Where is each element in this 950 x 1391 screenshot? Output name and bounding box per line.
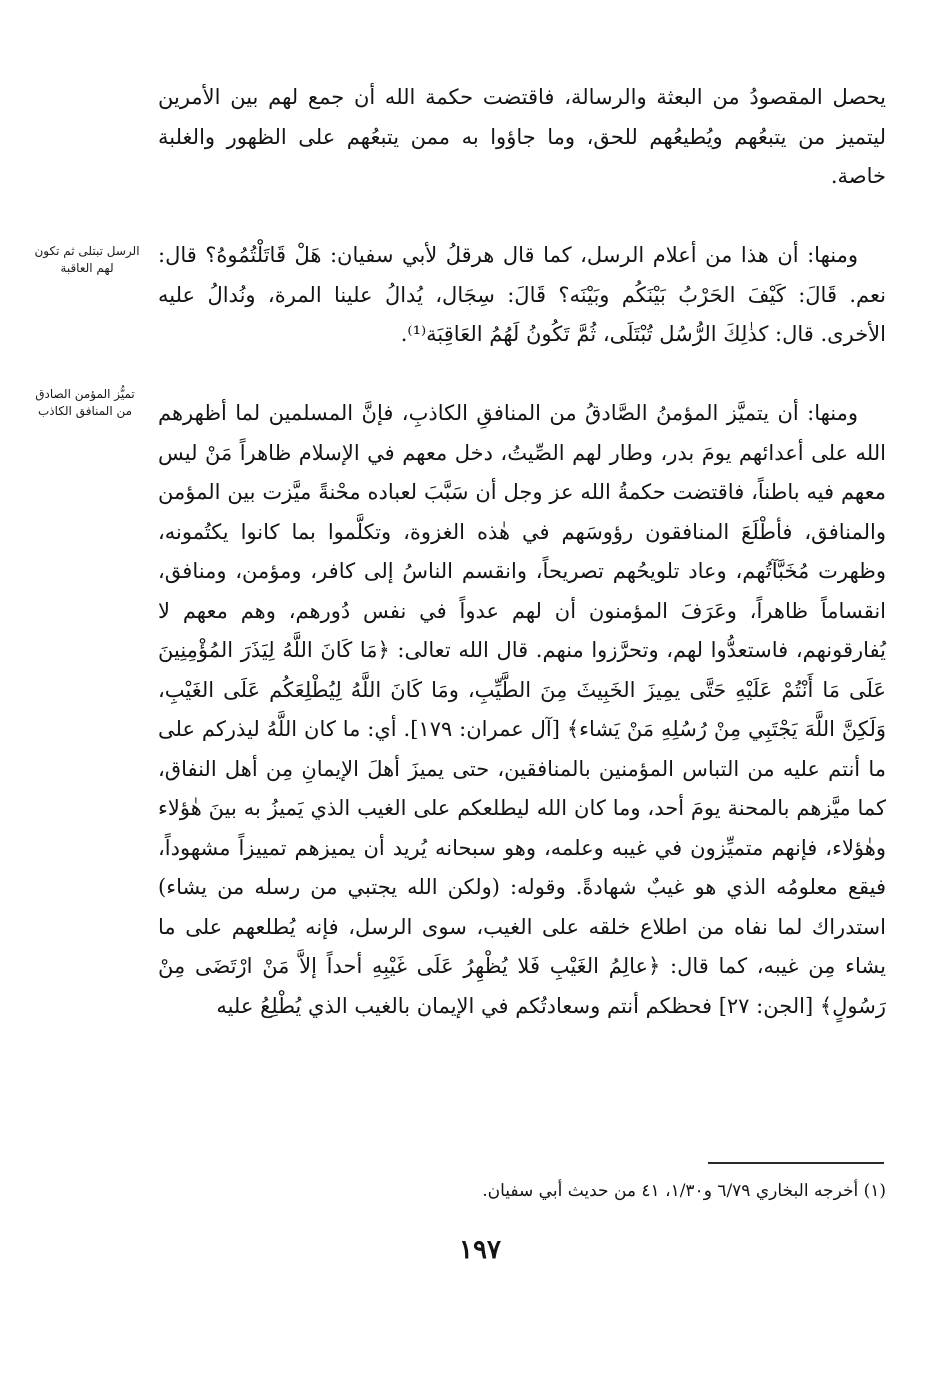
margin-note-messengers-tested: الرسل تبتلى ثم تكون لهم العاقبة	[34, 244, 140, 275]
main-text-body	[158, 78, 886, 1026]
footnote-1: (١) أخرجه البخاري ٦/٧٩ و١/٣٠، ٤١ من حديث أبي سفيان.	[482, 1181, 886, 1201]
margin-note-believer-distinguished: تميُّز المؤمن الصادق من المنافق الكاذب	[35, 387, 135, 418]
page-number: ١٩٧	[459, 1235, 501, 1265]
paragraph-1: يحصل المقصودُ من البعثة والرسالة، فاقتضت حكمة الله أن جمع لهم بين الأمرين ليتميز من يتبعُهم ويُطيعُهم للحق، وما جاؤوا به ممن يتبعُهم على الظهور والغلبة خاصة.	[158, 85, 886, 188]
paragraph-3: ومنها: أن يتميَّز المؤمنُ الصَّادقُ من المنافقِ الكاذبِ، فإنَّ المسلمين لما أظهرهم الله على أعدائهم يومَ بدر، وطار لهم الصِّيتُ، دخل معهم في الإسلام ظاهراً مَنْ ليس معهم فيه باطناً، فاقتضت حكمةُ الله عز وجل أن سَبَّبَ لعباده محْنةً ميَّزت بين المؤمن والمنافق، فأطْلَعَ المنافقون رؤوسَهم في هٰذه الغزوة، وتكلَّموا بما كانوا يكتُمونه، وظهرت مُخَبَّآتُهم، وعاد تلويحُهم تصريحاً، وانقسم الناسُ إلى كافر، ومؤمن، ومنافق، انقساماً ظاهراً، وعَرَفَ المؤمنون أن لهم عدواً في نفس دُورهم، وهم معهم لا يُفارقونهم، فاستعدُّوا لهم، وتحرَّزوا منهم. قال الله تعالى: ﴿مَا كَانَ اللَّهُ لِيَذَرَ المُؤْمِنِينَ عَلَى مَا أَنْتُمْ عَلَيْهِ حَتَّى يمِيزَ الخَبِيثَ مِنَ الطَّيِّبِ، ومَا كَانَ اللَّهُ لِيُطْلِعَكُم عَلَى الغَيْبِ، وَلَكِنَّ اللَّهَ يَجْتَبِي مِنْ رُسُلِهِ مَنْ يَشاء﴾ [آل عمران: ١٧٩]. أي: ما كان اللَّهُ ليذركم على ما أنتم عليه من التباس المؤمنين بالمنافقين، حتى يميزَ أهلَ الإيمانِ مِن أهل النفاق، كما ميَّزهم بالمحنة يومَ أحد، وما كان الله ليطلعكم على الغيب الذي يَميزُ به بينَ هٰؤلاء وهٰؤلاء، فإنهم متميِّزون في غيبه وعلمه، وهو سبحانه يُريد أن يميزهم تمييزاً مشهوداً، فيقع معلومُه الذي هو غيبٌ شهادةً. وقوله: (ولكن الله يجتبي من رسله من يشاء) استدراك لما نفاه من اطلاع خلقه على الغيب، سوى الرسل، فإنه يُطلعهم على ما يشاء مِن غيبه، كما قال: ﴿عالِمُ الغَيْبِ فَلا يُظْهِرُ عَلَى غَيْبِهِ أحداً إلاَّ مَنْ ارْتَضَى مِنْ رَسُولٍ﴾ [الجن: ٢٧] فحظكم أنتم وسعادتُكم في الإيمان بالغيب الذي يُطْلِعُ عليه	[158, 401, 886, 1018]
footnote-divider	[708, 1162, 884, 1164]
paragraph-2: ومنها: أن هذا من أعلام الرسل، كما قال هرقلُ لأبي سفيان: هَلْ قَاتَلْتُمُوهُ؟ قال: نعم. قَالَ: كَيْفَ الحَرْبُ بَيْنَكُم وبَيْنَه؟ قَالَ: سِجَال، يُدالُ علينا المرة، ونُدالُ عليه الأخرى. قال: كذٰلِكَ الرُّسُل تُبْتَلَى، ثُمَّ تَكُونُ لَهُمُ العَاقِبَة⁽¹⁾.	[158, 243, 886, 346]
